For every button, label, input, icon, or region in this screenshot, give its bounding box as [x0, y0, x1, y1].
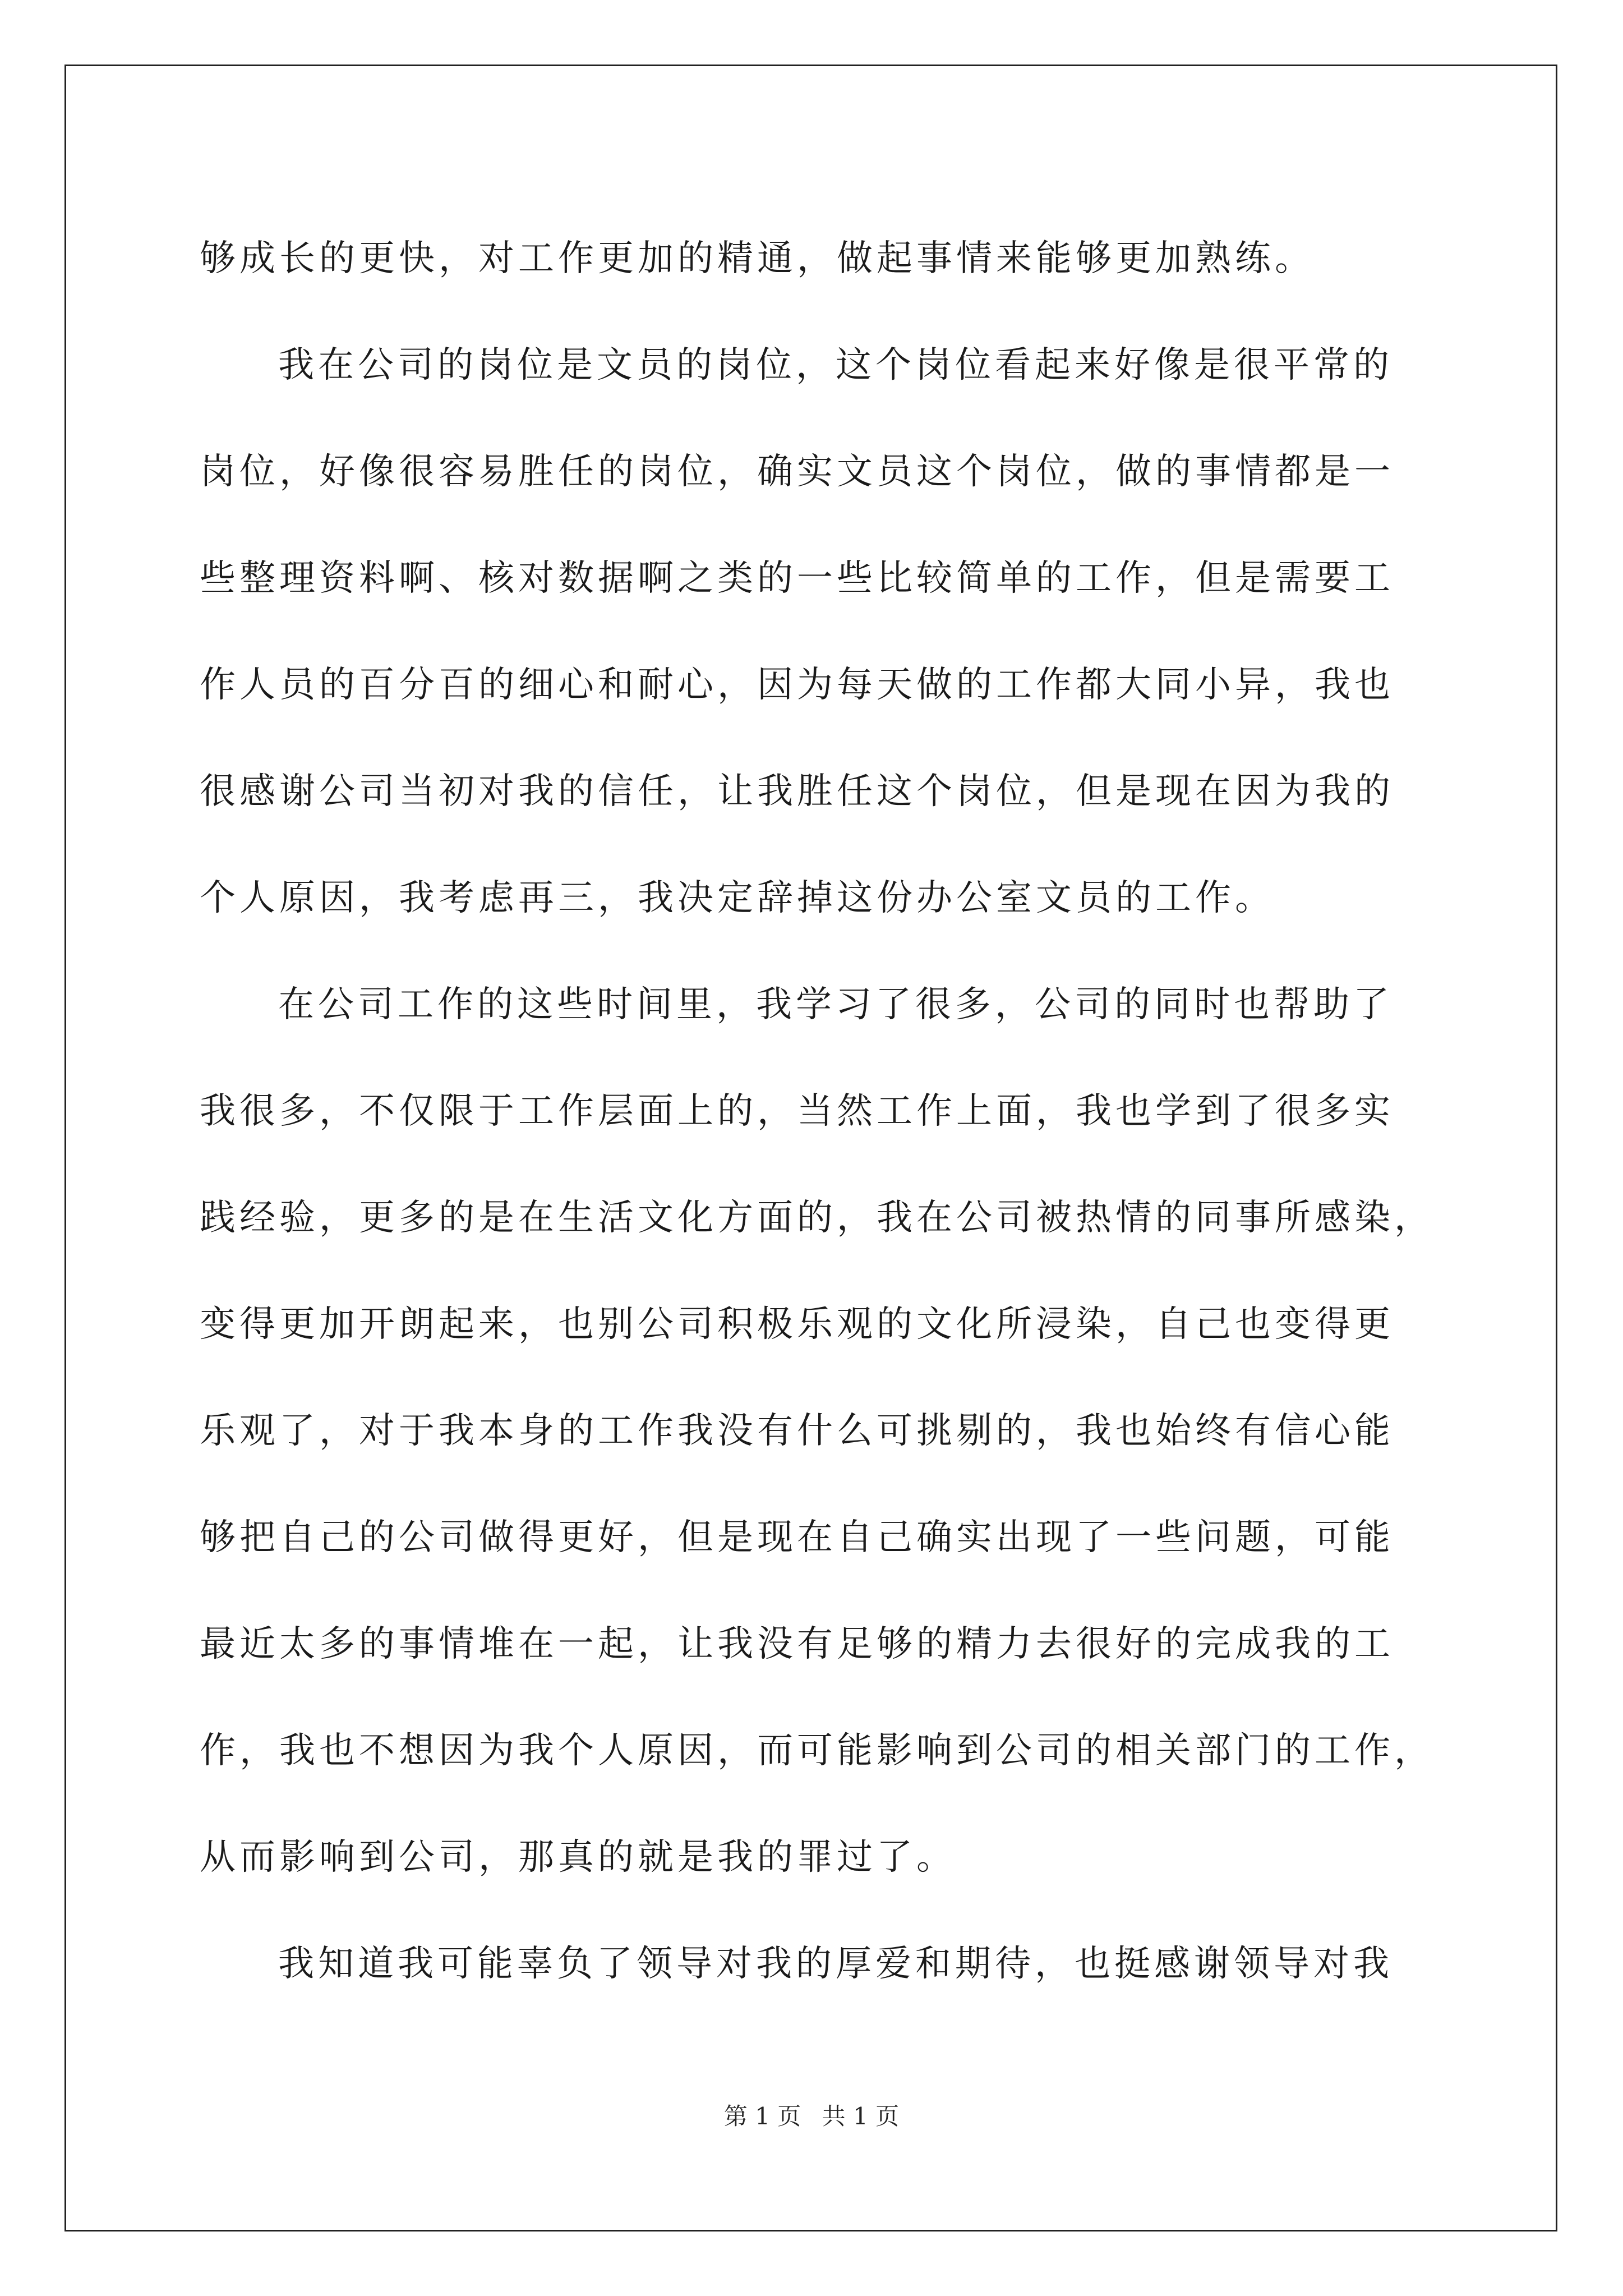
text-line: 够成长的更快，对工作更加的精通，做起事情来能够更加熟练。 — [200, 238, 1315, 279]
text-line: 些整理资料啊、核对数据啊之类的一些比较简单的工作，但是需要工 — [200, 558, 1394, 599]
text-line: 够把自己的公司做得更好，但是现在自己确实出现了一些问题，可能 — [200, 1517, 1394, 1558]
text-line: 从而影响到公司，那真的就是我的罪过了。 — [200, 1837, 956, 1878]
text-line: 作，我也不想因为我个人原因，而可能影响到公司的相关部门的工作， — [200, 1730, 1434, 1772]
text-line: 最近太多的事情堆在一起，让我没有足够的精力去很好的完成我的工 — [200, 1623, 1394, 1665]
page-number: 第 1 页 — [723, 2102, 801, 2130]
paragraph-start-line: 在公司工作的这些时间里，我学习了很多，公司的同时也帮助了 — [278, 984, 1393, 1025]
paragraph-start-line: 我知道我可能辜负了领导对我的厚爱和期待，也挺感谢领导对我 — [278, 1943, 1393, 1985]
document-body — [200, 202, 1434, 2014]
text-line: 岗位，好像很容易胜任的岗位，确实文员这个岗位，做的事情都是一 — [200, 451, 1394, 493]
text-line: 个人原因，我考虑再三，我决定辞掉这份办公室文员的工作。 — [200, 877, 1275, 919]
text-line: 践经验，更多的是在生活文化方面的，我在公司被热情的同事所感染， — [200, 1197, 1434, 1239]
page-total: 共 1 页 — [822, 2102, 900, 2130]
paragraph-start-line: 我在公司的岗位是文员的岗位，这个岗位看起来好像是很平常的 — [278, 344, 1393, 386]
text-line: 很感谢公司当初对我的信任，让我胜任这个岗位，但是现在因为我的 — [200, 771, 1394, 812]
text-line: 变得更加开朗起来，也别公司积极乐观的文化所浸染，自己也变得更 — [200, 1304, 1394, 1345]
text-line: 乐观了，对于我本身的工作我没有什么可挑剔的，我也始终有信心能 — [200, 1410, 1394, 1452]
page-footer — [0, 2098, 1623, 2132]
text-line: 我很多，不仅限于工作层面上的，当然工作上面，我也学到了很多实 — [200, 1091, 1394, 1132]
text-line: 作人员的百分百的细心和耐心，因为每天做的工作都大同小异，我也 — [200, 664, 1394, 706]
